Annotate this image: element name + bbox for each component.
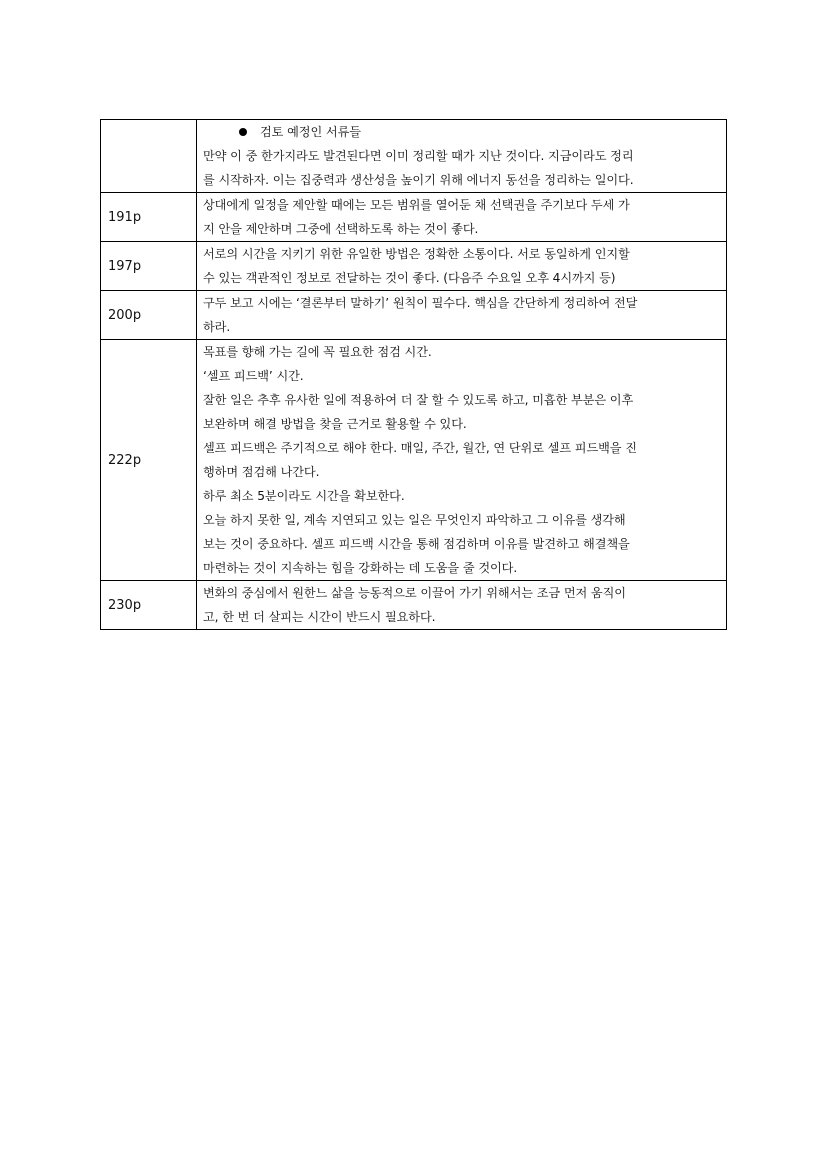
note-cell — [197, 581, 727, 630]
note-line: 구두 보고 시에는 ‘결론부터 말하기’ 원칙이 필수다. 핵심을 간단하게 정리하여 전달 — [203, 296, 638, 310]
bullet-dot-icon — [239, 128, 247, 136]
note-line: 만약 이 중 한가지라도 발견된다면 이미 정리할 때가 지난 것이다. 지금이라도 정리 — [203, 149, 634, 163]
note-line: 셀프 피드백은 주기적으로 해야 한다. 매일, 주간, 월간, 연 단위로 셀프 피드백을 진 — [203, 441, 637, 455]
table-row — [101, 242, 727, 291]
note-line: 행하며 점검해 나간다. — [203, 465, 320, 479]
page-number-cell — [101, 120, 197, 193]
bullet-text: 검토 예정인 서류들 — [260, 125, 361, 139]
note-line: 보완하며 해결 방법을 찾을 근거로 활용할 수 있다. — [203, 417, 467, 431]
notes-table — [100, 119, 727, 630]
page-number-cell: 200p — [101, 291, 197, 340]
bullet-item — [203, 120, 721, 144]
note-line: 하라. — [203, 320, 231, 334]
note-line: 하루 최소 5분이라도 시간을 확보한다. — [203, 489, 405, 503]
note-line: 마련하는 것이 지속하는 힘을 강화하는 데 도움을 줄 것이다. — [203, 561, 518, 575]
note-line: 오늘 하지 못한 일, 계속 지연되고 있는 일은 무엇인지 파악하고 그 이유를 생각해 — [203, 513, 626, 527]
page-number-cell: 222p — [101, 340, 197, 581]
note-line: 변화의 중심에서 원한느 삶을 능동적으로 이끌어 가기 위해서는 조금 먼저 움직이 — [203, 586, 626, 600]
note-line: 서로의 시간을 지키기 위한 유일한 방법은 정확한 소통이다. 서로 동일하게 인지할 — [203, 247, 630, 261]
table-row — [101, 120, 727, 193]
page-number-cell: 230p — [101, 581, 197, 630]
note-cell — [197, 291, 727, 340]
note-cell — [197, 193, 727, 242]
note-line: 수 있는 객관적인 정보로 전달하는 것이 좋다. (다음주 수요일 오후 4시까지 등) — [203, 271, 616, 285]
note-line: 잘한 일은 추후 유사한 일에 적용하여 더 잘 할 수 있도록 하고, 미흡한 부분은 이후 — [203, 393, 634, 407]
note-line: 고, 한 번 더 살피는 시간이 반드시 필요하다. — [203, 610, 436, 624]
note-line: 지 안을 제안하며 그중에 선택하도록 하는 것이 좋다. — [203, 222, 479, 236]
note-line: 상대에게 일정을 제안할 때에는 모든 범위를 열어둔 채 선택권을 주기보다 두세 가 — [203, 198, 630, 212]
note-cell — [197, 340, 727, 581]
note-line: ‘셀프 피드백’ 시간. — [203, 369, 304, 383]
note-cell — [197, 120, 727, 193]
table-row — [101, 193, 727, 242]
note-line: 보는 것이 중요하다. 셀프 피드백 시간을 통해 점검하며 이유를 발견하고 해결책을 — [203, 537, 630, 551]
note-cell — [197, 242, 727, 291]
table-row — [101, 340, 727, 581]
page-number-cell: 191p — [101, 193, 197, 242]
table-row — [101, 581, 727, 630]
note-line: 목표를 향해 가는 길에 꼭 필요한 점검 시간. — [203, 345, 432, 359]
table-row — [101, 291, 727, 340]
page-number-cell: 197p — [101, 242, 197, 291]
note-line: 를 시작하자. 이는 집중력과 생산성을 높이기 위해 에너지 동선을 정리하는 일이다. — [203, 173, 634, 187]
